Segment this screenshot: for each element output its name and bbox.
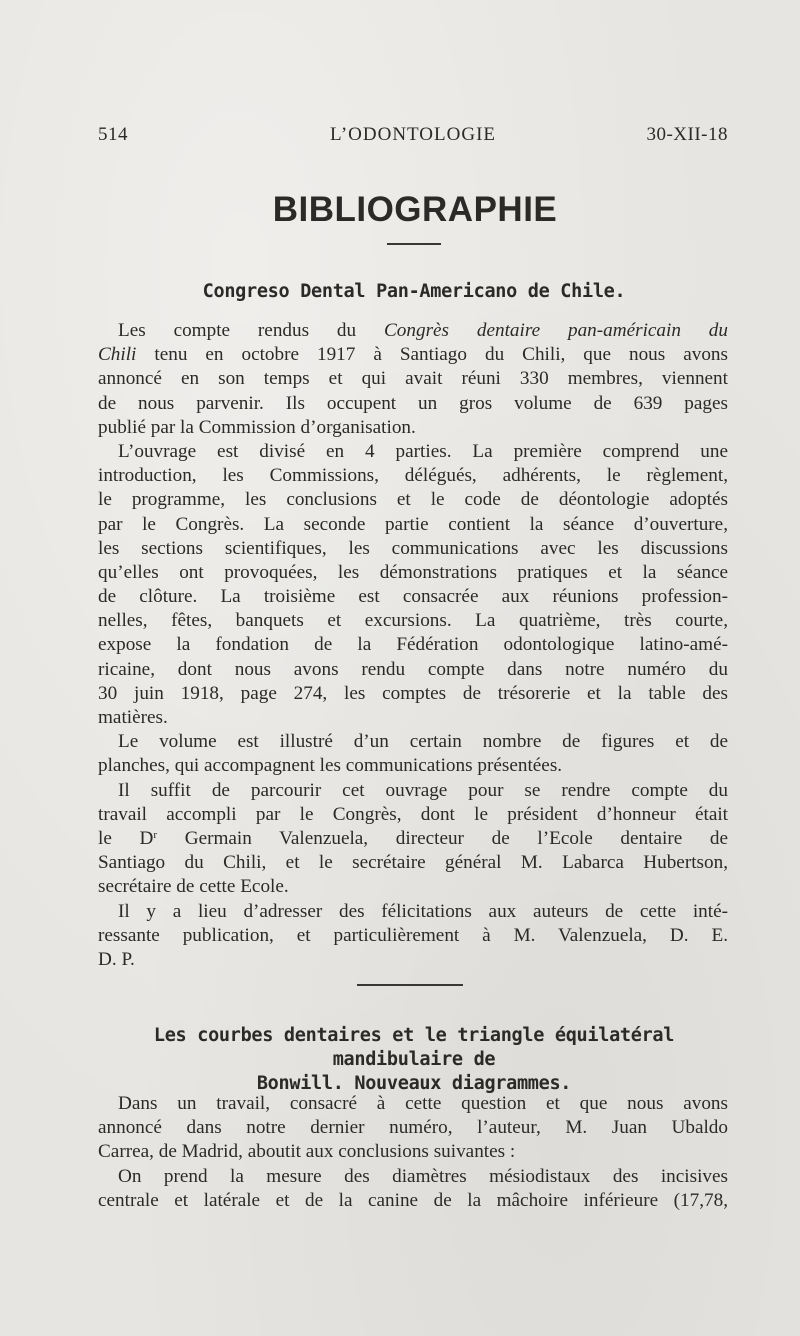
text-line: annoncé dans notre dernier numéro, l’auteur, M. Juan Ubaldo bbox=[98, 1117, 728, 1139]
text-line: publié par la Commission d’organisation. bbox=[98, 416, 416, 438]
text-line: Il y a lieu d’adresser des félicitations aux auteurs de cette inté- bbox=[118, 900, 728, 922]
text-line: le programme, les conclusions et le code de déontologie adoptés bbox=[98, 489, 728, 511]
text-line: Le volume est illustré d’un certain nombre de figures et de bbox=[118, 731, 728, 753]
text-line: planches, qui accompagnent les communications présentées. bbox=[98, 755, 563, 777]
title-divider bbox=[387, 243, 441, 245]
text-line: Chili tenu en octobre 1917 à Santiago du Chili, que nous avons bbox=[98, 344, 728, 366]
text-line: le $D^r$ Germain Valenzuela, directeur de l’Ecole dentaire de bbox=[98, 827, 728, 849]
article-1-title: Congreso Dental Pan-Americano de Chile. bbox=[202, 281, 626, 302]
text-line: de clôture. La troisième est consacrée aux réunions profession- bbox=[98, 586, 728, 608]
text-line: nelles, fêtes, banquets et excursions. La quatrième, très courte, bbox=[98, 610, 728, 632]
text-line: On prend la mesure des diamètres mésiodistaux des incisives bbox=[118, 1165, 728, 1187]
article-2-body bbox=[98, 1092, 728, 1213]
text-line: 30 juin 1918, page 274, les comptes de trésorerie et la table des bbox=[98, 682, 728, 704]
journal-title: L’ODONTOLOGIE bbox=[329, 124, 497, 145]
article-2-title-line: Bonwill. Nouveaux diagrammes. bbox=[256, 1073, 572, 1094]
text-line: par le Congrès. La seconde partie contient la séance d’ouverture, bbox=[98, 513, 728, 535]
text-line: centrale et latérale et de la canine de la mâchoire inférieure (17,78, bbox=[98, 1189, 728, 1211]
text-line: Les compte rendus du Congrès dentaire pan-américain du bbox=[118, 320, 728, 341]
text-line: ricaine, dont nous avons rendu compte dans notre numéro du bbox=[98, 658, 728, 680]
article-1-body bbox=[98, 319, 728, 972]
text-line: les sections scientifiques, les communications avec les discussions bbox=[98, 537, 728, 559]
text-line: secrétaire de cette Ecole. bbox=[98, 876, 289, 898]
text-line: ressante publication, et particulièrement à M. Valenzuela, D. E. bbox=[98, 924, 728, 946]
text-line: Dans un travail, consacré à cette question et que nous avons bbox=[118, 1093, 728, 1114]
text-line: expose la fondation de la Fédération odontologique latino-amé- bbox=[98, 634, 728, 656]
text-line: de nous parvenir. Ils occupent un gros volume de 639 pages bbox=[98, 392, 728, 414]
text-line: matières. bbox=[98, 707, 168, 728]
text-line: introduction, les Commissions, délégués, adhérents, le règlement, bbox=[98, 465, 728, 487]
text-line: Carrea, de Madrid, aboutit aux conclusions suivantes : bbox=[98, 1141, 516, 1163]
issue-date: 30-XII-18 bbox=[646, 124, 728, 145]
article-divider bbox=[357, 984, 463, 986]
article-2-title-line: Les courbes dentaires et le triangle équilatéral mandibulaire de bbox=[153, 1025, 675, 1070]
text-line: Santiago du Chili, et le secrétaire général M. Labarca Hubertson, bbox=[98, 852, 728, 874]
text-line: travail accompli par le Congrès, dont le président d’honneur était bbox=[98, 803, 728, 825]
section-title: BIBLIOGRAPHIE bbox=[272, 190, 558, 229]
text-line: L’ouvrage est divisé en 4 parties. La première comprend une bbox=[118, 440, 728, 462]
article-2-title bbox=[98, 1024, 730, 1096]
text-line: D. P. bbox=[98, 948, 135, 970]
text-line: Il suffit de parcourir cet ouvrage pour se rendre compte du bbox=[118, 779, 728, 801]
text-line: qu’elles ont provoquées, les démonstrations pratiques et la séance bbox=[98, 561, 728, 583]
page-number: 514 bbox=[98, 124, 128, 145]
text-line: annoncé en son temps et qui avait réuni 330 membres, viennent bbox=[98, 368, 728, 390]
running-head bbox=[98, 124, 728, 150]
